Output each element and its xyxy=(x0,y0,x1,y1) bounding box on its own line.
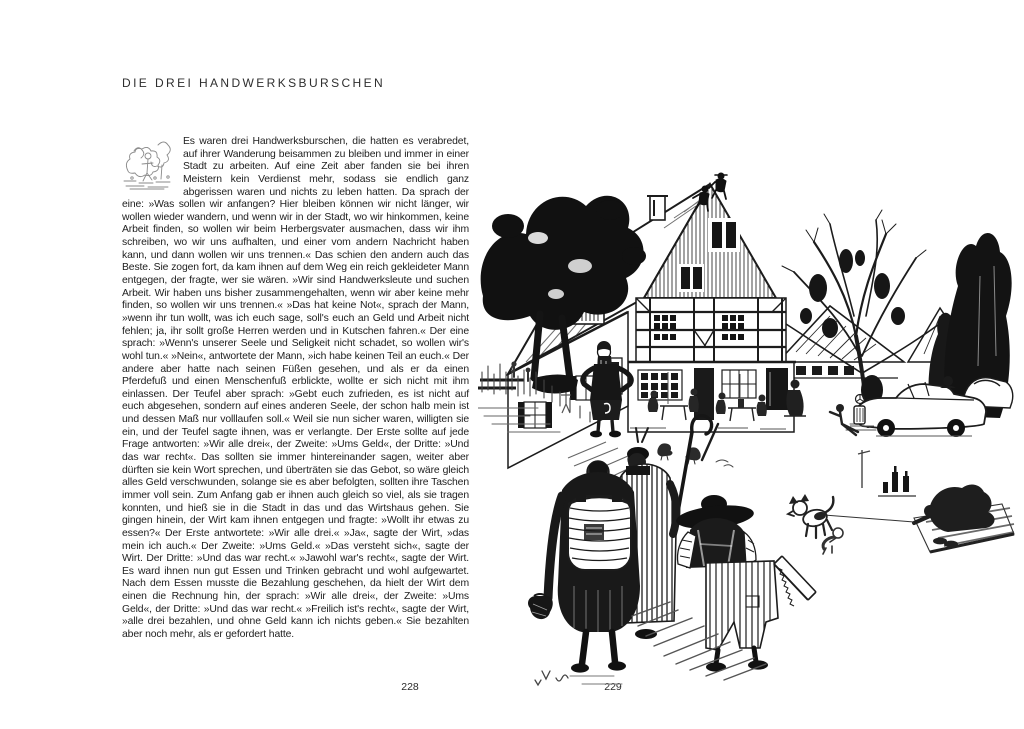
crawling-toddler xyxy=(823,528,843,554)
chapter-ornament-illustration xyxy=(122,137,174,191)
journeyman-basket xyxy=(528,461,640,673)
bow-saw xyxy=(774,556,816,606)
story-body-text: Es waren drei Handwerksburschen, die hatten es verabredet, auf ihrer Wanderung beisammen zu bleiben und immer in einer Stadt zu arbeiten. Auf eine Zeit aber fanden sie bei ihren Meistern kein Verdienst mehr, sodass sie endlich ganz abgerissen waren und nichts zu leben hatten. Da sprach der eine: »Was sollen wir anfangen? Hier bleiben können wir nicht länger, wir wollen wieder wandern, und wenn wir in der Stadt, wo wir hinkommen, keine Arbeit finden, so wollen wir beim Herbergsvater ausmachen, dass wir ihm schreiben, wo wir uns aufhalten, und einer vom andern Nachricht haben kann, und dann wollen wir uns trennen.« Das schien den andern auch das Beste. Sie zogen fort, da kam ihnen auf dem Weg ein reich gekleideter Mann entgegen, der fragte, wer sie wären. »Wir sind Handwerksleute und suchen Arbeit. Wir haben uns bisher zusammengehalten, wenn wir aber keine mehr finden, so wollen wir uns trennen.« »Das hat keine Not«, sprach der Mann, »wenn ihr tun wollt, was ich euch sage, soll's euch an Geld und Arbeit nicht fehlen; ja, ihr sollt große Herren werden und in Kutschen fahren.« Der eine sprach: »Wenn's unserer Seele und Seligkeit nicht schadet, so wollen wir's wohl tun.« »Nein«, antwortete der Mann, »ich habe keinen Teil an euch.« Der andere aber hatte nach seinen Füßen gesehen, und als er da einen Pferdefuß und einen Menschenfuß erblickte, wollte er sich nicht mit ihm einlassen. Der Teufel aber sprach: »Gebt euch zufrieden, es ist nicht auf euch abgesehen, sondern auf eines anderen Seele, der schon halb mein ist und dessen Maß nur volllaufen soll.« Weil sie nun sicher waren, willigten sie ein, und der Teufel sagte ihnen, was er verlangte. Der Erste sollte auf jede Frage antworten: »Wir alle drei«, der Zweite: »Ums Geld«, der Dritte: »Und das war recht«. Das sollten sie immer hintereinander sagen, weiter aber dürften sie kein Wort sprechen, und überträten sie das Gebot, so wäre gleich alles Geld verschwunden, solange sie es aber befolgten, sollten ihre Taschen immer voll sein. Zum Anfang gab er ihnen auch gleich so viel, als sie tragen konnten, und hieß sie in die Stadt in das und das Wirtshaus gehen. Sie gingen hinein, der Wirt kam ihnen entgegen und fragte: »Wollt ihr etwas zu essen?« Der Erste antwortete: »Wir alle drei.« »Ja«, sagte der Wirt, »das mein ich auch.« Der Zweite: »Ums Geld.« »Das versteht sich«, sagte der Wirt. Der Dritte: »Und das war recht.« »Jawohl war's recht«, sagte der Wirt. Es ward ihnen nun gut Essen und Trinken gebracht und wohl aufgewartet. Nach dem Essen musste die Bezahlung geschehen, da hielt der Wirt dem einen die Rechnung hin, der sprach: »Wir alle drei«, der Zweite: »Ums Geld«, der Dritte: »Und das war recht.« »Freilich ist's recht«, sagte der Wirt, »alle drei bezahlen, und ohne Geld kann ich nichts geben.« Sie bezahlten aber noch mehr, als er gefordert hatte. xyxy=(122,136,469,640)
parked-cars xyxy=(830,376,1013,437)
ornament-vignette-icon xyxy=(122,137,174,191)
hand-bag xyxy=(528,594,553,619)
half-timber-band xyxy=(636,298,786,362)
picnic-scene xyxy=(824,450,1014,552)
bottles xyxy=(878,466,916,496)
story-illustration xyxy=(478,166,1018,711)
signature-scribbles xyxy=(535,671,568,685)
page-number-left: 228 xyxy=(401,681,419,693)
page-number-right: 229 xyxy=(604,681,622,693)
story-title: DIE DREI HANDWERKSBURSCHEN xyxy=(122,76,386,90)
story-text-block xyxy=(122,136,469,642)
dog-on-leash xyxy=(788,494,833,538)
ink-drawing xyxy=(478,166,1018,706)
journeyman-hat xyxy=(675,495,816,672)
